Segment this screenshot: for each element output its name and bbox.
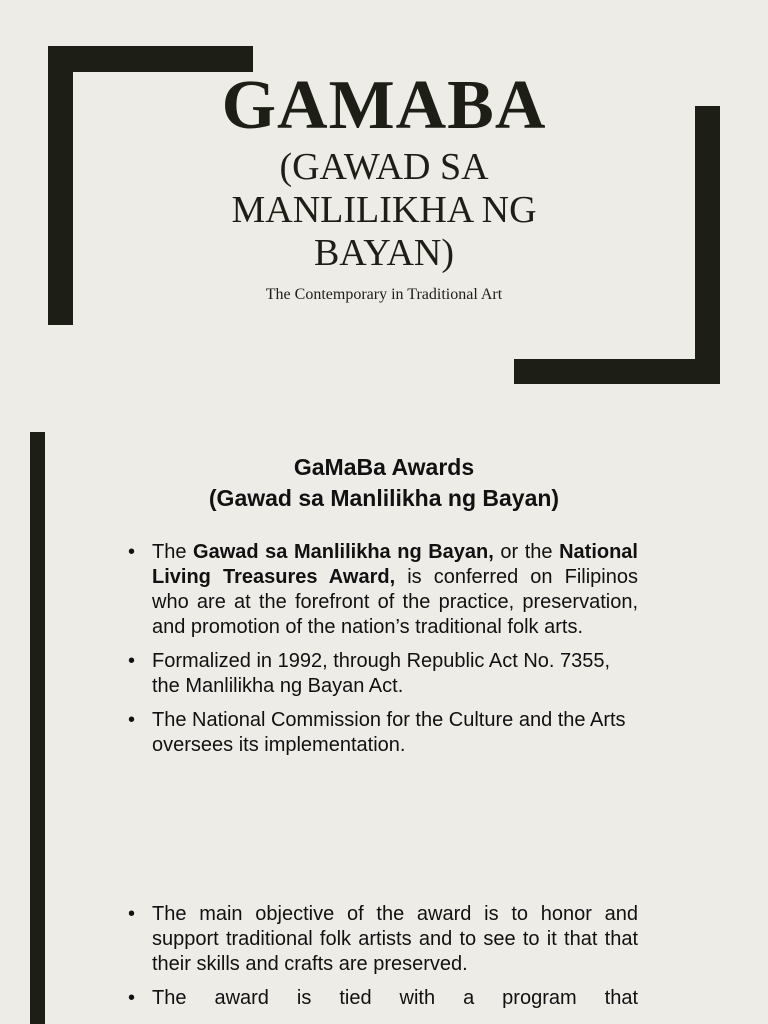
slide-heading — [130, 452, 638, 514]
bullet-text: The — [152, 541, 194, 563]
bullet-list — [128, 540, 638, 767]
slide-side-rule — [30, 432, 45, 866]
slide-subtitle: (GAWAD SA MANLILIKHA NG BAYAN) — [231, 146, 537, 274]
heading-line-2: (Gawad sa Manlilikha ng Bayan) — [208, 485, 560, 511]
bullet-text: Formalized in 1992, through Republic Act No. 7355, the Manlilikha ng Bayan Act. — [152, 650, 611, 697]
list-item — [128, 986, 638, 1011]
objective-slide — [0, 866, 768, 1024]
list-item — [128, 902, 638, 977]
bullet-icon: • — [128, 650, 136, 672]
list-item — [128, 540, 638, 640]
frame-corner-bottom-right-vertical — [695, 106, 720, 384]
bullet-icon: • — [128, 903, 136, 925]
bullet-text: is conferred on Filipinos who are at the forefront of the practice, preservation, and promotion of the nation’s traditional folk arts. — [152, 566, 638, 638]
bullet-text-bold: Gawad sa Manlilikha ng Bayan, — [193, 541, 494, 563]
bullet-text: or the — [493, 541, 560, 563]
bullet-text: The National Commission for the Culture and the Arts oversees its implementation. — [152, 709, 626, 756]
bullet-text-bold: National Living Treasures Award, — [152, 541, 638, 588]
bullet-text: The main objective of the award is to honor and support traditional folk artists and to see to it that that their skills and crafts are preserved. — [152, 903, 638, 975]
slide-side-rule — [30, 866, 45, 1024]
bullet-icon: • — [128, 709, 136, 731]
frame-corner-bottom-right-horizontal — [514, 359, 720, 384]
awards-slide — [0, 432, 768, 866]
bullet-list — [128, 902, 638, 1020]
title-slide — [0, 0, 768, 432]
heading-line-1: GaMaBa Awards — [293, 454, 475, 480]
bullet-icon: • — [128, 987, 136, 1009]
bullet-icon: • — [128, 541, 136, 563]
slide-title: GAMABA — [221, 67, 547, 144]
list-item — [128, 649, 638, 699]
slide-tagline: The Contemporary in Traditional Art — [265, 286, 503, 303]
bullet-text: The award is tied with a program that — [152, 987, 638, 1009]
list-item — [128, 708, 638, 758]
